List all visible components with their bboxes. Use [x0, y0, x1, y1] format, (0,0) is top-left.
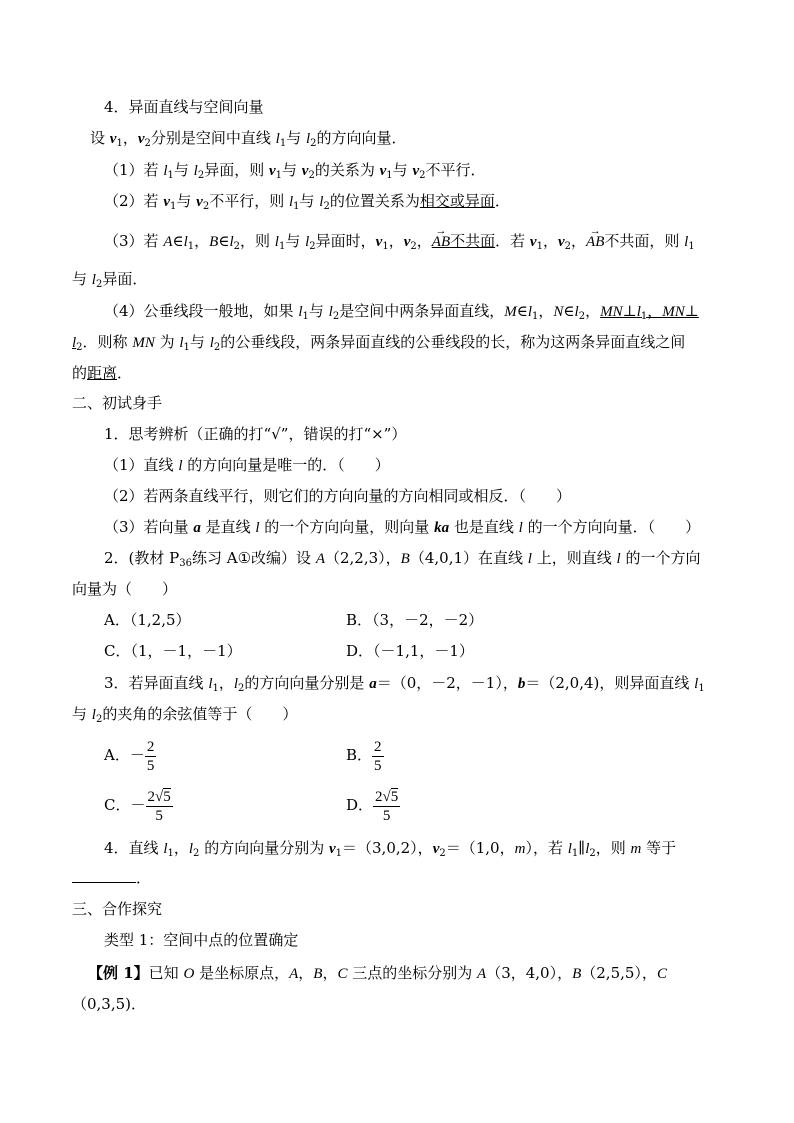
question-1-title: 1．思考辨析（正确的打“√”，错误的打“×”） — [104, 425, 407, 443]
fraction: $\frac{2}{5}$ — [146, 738, 155, 774]
question-4-line-2: ． — [72, 868, 151, 888]
item-2: （2）若 $v_1$与 $v_2$不平行，则 $l_1$与 $l_2$的位置关系为相交或异面． — [104, 192, 510, 212]
item-4-line-1: （4）公垂线段一般地，如果 $l_1$与 $l_2$是空间中两条异面直线，$M\in l_1$，$N\in l_2$，$MN\perp l_1$，MN⊥ — [104, 302, 699, 322]
section-title-2: 二、初试身手 — [72, 394, 163, 412]
item-3-line-1: （3）若 $A\in l_1$，$B\in l_2$，则 $l_1$与 $l_2$异面时，$v_1$，$v_2$，→ AB不共面．若 $v_1$，$v_2$，→ AB不共面，则 $l_1$ — [104, 231, 695, 252]
example-1-line-1: 【例 1】已知 O 是坐标原点，A，B，C 三点的坐标分别为 A（3，4,0），B（2,5,5），C — [88, 964, 667, 982]
question-1-1: （1）直线 l 的方向向量是唯一的．（ ） — [104, 456, 390, 474]
question-2-line-1: 2．(教材 $P_{36}$练习 A①改编）设 A（2,2,3），B（4,0,1）在直线 l 上，则直线 l 的一个方向 — [104, 549, 701, 569]
item-1: （1）若 $l_1$与 $l_2$异面，则 $v_1$与 $v_2$的关系为 $v_1$与 $v_2$不平行． — [104, 161, 486, 181]
answer-underlined: 相交或异面 — [419, 192, 495, 210]
question-3-line-1: 3．若异面直线 $l_1$，$l_2$的方向向量分别是 a＝（0，－2，－1），b＝（2,0,4)，则异面直线 $l_1$ — [104, 674, 705, 694]
option-b: B． $\frac{2}{5}$ — [346, 738, 382, 774]
question-1-2: （2）若两条直线平行，则它们的方向向量的方向相同或相反．（ ） — [104, 487, 572, 505]
intro-line: 设 $v_1$，$v_2$分别是空间中直线 $l_1$与 $l_2$的方向向量． — [90, 129, 407, 149]
section-title-4: 4．异面直线与空间向量 — [104, 98, 264, 116]
example-1-line-2: （0,3,5)． — [72, 995, 147, 1013]
question-2-line-2: 向量为（ ） — [72, 580, 178, 598]
type-1-title: 类型 1：空间中点的位置确定 — [104, 931, 299, 949]
answer-underlined: 不共面 — [450, 232, 496, 250]
answer-blank — [72, 868, 136, 883]
question-3-line-2: 与 $l_2$的夹角的余弦值等于（ ） — [72, 705, 298, 725]
option-c: C．（1，－1，－1） — [104, 642, 242, 660]
answer-underlined: $MN\perp l_1$，MN⊥ — [600, 302, 699, 322]
item-3-line-2: 与 $l_2$异面． — [72, 270, 148, 290]
question-1-3: （3）若向量 a 是直线 l 的一个方向向量，则向量 ka 也是直线 l 的一个方向向量．（ ） — [104, 518, 701, 536]
answer-underlined: 距离 — [87, 364, 118, 382]
vector-ab: → AB — [586, 232, 604, 252]
option-d: D． $\frac{2√5}{5}$ — [346, 788, 399, 824]
fraction: $\frac{2√5}{5}$ — [147, 788, 171, 824]
option-c: C．－ $\frac{2√5}{5}$ — [104, 788, 171, 824]
option-b: B．（3，－2，－2） — [346, 611, 484, 629]
question-4-line-1: 4．直线 $l_1$，$l_2$ 的方向向量分别为 $v_1=(3,0,2)$，$v_2=(1,0$，m），若 $l_1\parallel l_2$，则 m 等于 — [104, 839, 677, 859]
vector-ab: → AB — [432, 232, 450, 252]
option-a: A．－ $\frac{2}{5}$ — [104, 738, 155, 774]
option-d: D．（－1,1，－1） — [346, 642, 474, 660]
fraction: $\frac{2√5}{5}$ — [375, 788, 399, 824]
item-4-line-2: $l_2$．则称 MN 为 $l_1$与 $l_2$的公垂线段，两条异面直线的公垂线段的长，称为这两条异面直线之间 — [72, 333, 686, 353]
option-a: A．（1,2,5） — [104, 611, 191, 629]
section-title-3: 三、合作探究 — [72, 900, 163, 918]
fraction: $\frac{2}{5}$ — [374, 738, 382, 774]
item-4-line-3: 的距离． — [72, 364, 133, 382]
